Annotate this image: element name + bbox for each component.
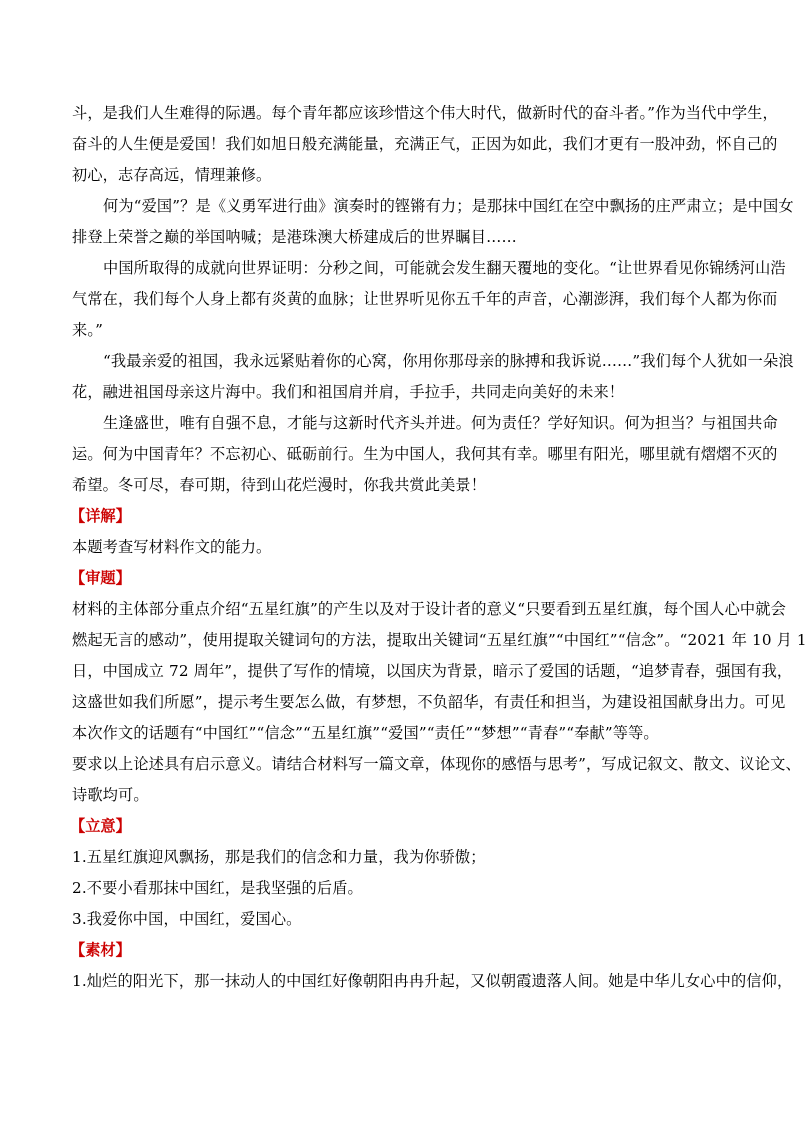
essay-line: 来。” <box>72 321 103 339</box>
liyi-item: 1.五星红旗迎风飘扬，那是我们的信念和力量，我为你骄傲； <box>72 848 486 866</box>
xiangjie-text: 本题考查写材料作文的能力。 <box>72 538 272 556</box>
essay-line: 运。何为中国青年？不忘初心、砥砺前行。生为中国人，我何其有幸。哪里有阳光，哪里就有熠熠不灭的 <box>72 445 778 463</box>
essay-line: 花，融进祖国母亲这片海中。我们和祖国肩并肩，手拉手，共同走向美好的未来！ <box>72 383 625 401</box>
shenti-line: 这盛世如我们所愿”，提示考生要怎么做，有梦想，不负韶华，有责任和担当，为建设祖国献身出力。可见 <box>72 693 786 711</box>
essay-line: 何为“爱国”？是《义勇军进行曲》演奏时的铿锵有力；是那抹中国红在空中飘扬的庄严肃立；是中国女 <box>103 197 794 215</box>
essay-line: 希望。冬可尽，春可期，待到山花烂漫时，你我共赏此美景！ <box>72 476 487 494</box>
liyi-item: 2.不要小看那抹中国红，是我坚强的后盾。 <box>72 879 363 897</box>
liyi-item: 3.我爱你中国，中国红，爱国心。 <box>72 910 302 928</box>
shenti-line: 诗歌均可。 <box>72 786 149 804</box>
shenti-line: 燃起无言的感动”，使用提取关键词句的方法，提取出关键词“五星红旗”“中国红”“信念”。“2021 年 10 月 1 <box>72 631 807 649</box>
section-heading-liyi: 【立意】 <box>70 817 131 835</box>
section-heading-shenti: 【审题】 <box>70 569 131 587</box>
essay-line: 奋斗的人生便是爱国！我们如旭日般充满能量，充满正气，正因为如此，我们才更有一股冲劲，怀自己的 <box>72 135 778 153</box>
shenti-line: 材料的主体部分重点介绍“五星红旗”的产生以及对于设计者的意义“只要看到五星红旗，每个国人心中就会 <box>72 600 786 618</box>
essay-line: 斗，是我们人生难得的际遇。每个青年都应该珍惜这个伟大时代，做新时代的奋斗者。”作为当代中学生， <box>72 104 778 122</box>
document-page <box>70 98 807 997</box>
essay-line: 初心，志存高远，情理兼修。 <box>72 166 272 184</box>
shenti-line: 日，中国成立 72 周年”，提供了写作的情境，以国庆为背景，暗示了爱国的话题，“追梦青春，强国有我， <box>72 662 793 680</box>
sucai-text: 1.灿烂的阳光下，那一抹动人的中国红好像朝阳冉冉升起，又似朝霞遗落人间。她是中华儿女心中的信仰， <box>72 972 793 990</box>
section-heading-xiangjie: 【详解】 <box>70 507 131 525</box>
essay-line: 气常在，我们每个人身上都有炎黄的血脉；让世界听见你五千年的声音，心潮澎湃，我们每个人都为你而 <box>72 290 778 308</box>
essay-line: 中国所取得的成就向世界证明：分秒之间，可能就会发生翻天覆地的变化。“让世界看见你锦绣河山浩 <box>103 259 786 277</box>
essay-line: 生逢盛世，唯有自强不息，才能与这新时代齐头并进。何为责任？学好知识。何为担当？与祖国共命 <box>103 414 778 432</box>
essay-line: 排登上荣誉之巅的举国呐喊；是港珠澳大桥建成后的世界瞩目…… <box>72 228 517 246</box>
shenti-line: 本次作文的话题有“中国红”“信念”“五星红旗”“爱国”“责任”“梦想”“青春”“奉献”等等。 <box>72 724 659 742</box>
essay-line: “我最亲爱的祖国，我永远紧贴着你的心窝，你用你那母亲的脉搏和我诉说……”我们每个人犹如一朵浪 <box>103 352 794 370</box>
section-heading-sucai: 【素材】 <box>70 941 131 959</box>
shenti-line: 要求以上论述具有启示意义。请结合材料写一篇文章，体现你的感悟与思考”，写成记叙文、散文、议论文、 <box>72 755 801 773</box>
